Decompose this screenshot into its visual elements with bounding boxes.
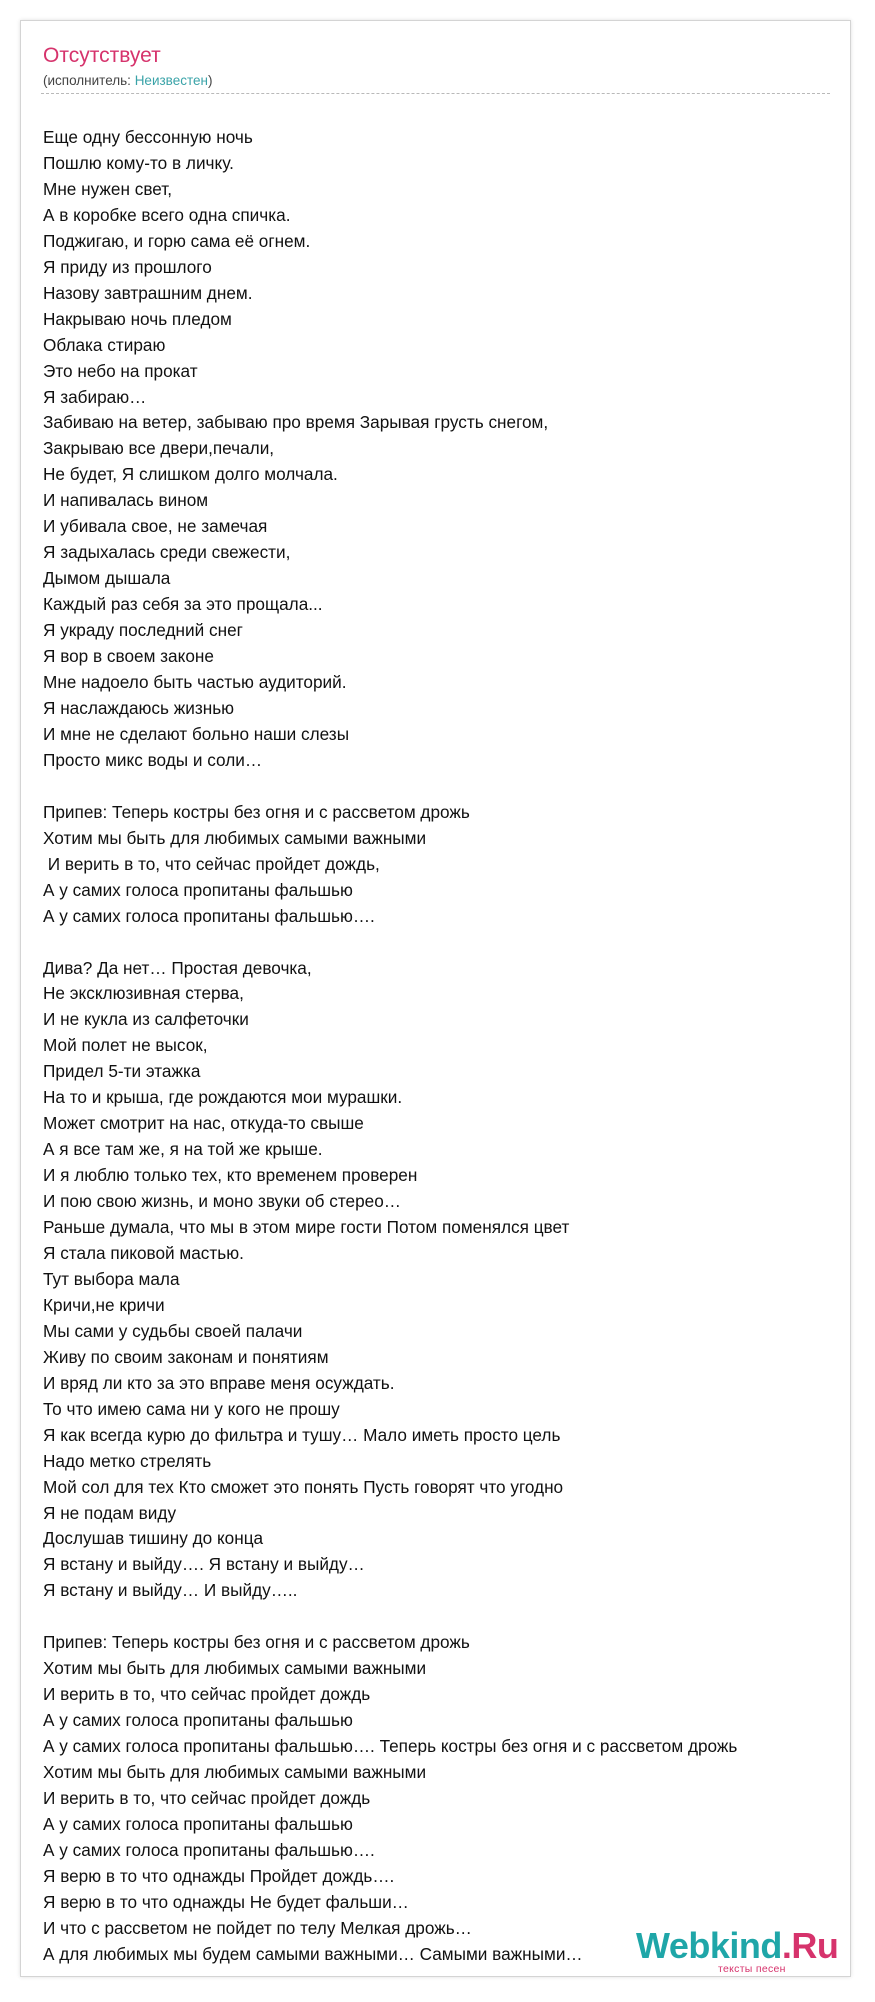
- lyric-line: А для любимых мы будем самыми важными… Самыми важными…: [43, 1943, 583, 1964]
- lyric-line: Припев: Теперь костры без огня и с рассветом дрожь: [43, 1632, 470, 1653]
- lyric-line: [43, 1604, 875, 1630]
- lyrics-card: [20, 20, 851, 1977]
- lyric-line: И верить в то, что сейчас пройдет дождь,: [43, 853, 380, 874]
- song-title: Отсутствует: [43, 44, 161, 67]
- lyric-line: Я наслаждаюсь жизнью: [43, 697, 235, 718]
- lyric-line: Я верю в то что однажды Не будет фальши…: [43, 1891, 409, 1912]
- lyric-line: Накрываю ночь пледом: [43, 308, 232, 329]
- lyric-line: И верить в то, что сейчас пройдет дождь: [43, 1788, 371, 1808]
- lyric-line: [43, 930, 875, 956]
- lyric-line: Я встану и выйду… И выйду…..: [43, 1580, 298, 1601]
- artist-suffix: ): [207, 73, 213, 88]
- webkind-logo[interactable]: [636, 1925, 856, 1975]
- lyric-line: Просто микс воды и соли…: [43, 749, 263, 770]
- lyric-line: И напивалась вином: [43, 490, 209, 511]
- lyric-line: Это небо на прокат: [43, 360, 198, 381]
- lyric-line: И мне не сделают больно наши слезы: [43, 723, 350, 744]
- lyric-line: Живу по своим законам и понятиям: [43, 1346, 329, 1367]
- artist-link[interactable]: Неизвестен: [134, 73, 208, 88]
- dashed-divider: [41, 93, 830, 94]
- lyric-line: Я встану и выйду…. Я встану и выйду…: [43, 1554, 365, 1575]
- lyric-line: И убивала свое, не замечая: [43, 516, 268, 537]
- lyric-line: Раньше думала, что мы в этом мире гости Потом поменялся цвет: [43, 1217, 570, 1238]
- lyric-line: Придел 5-ти этажка: [43, 1061, 201, 1082]
- lyric-line: Я украду последний снег: [43, 620, 243, 641]
- lyrics-text: [43, 125, 875, 1968]
- artist-prefix: (исполнитель:: [43, 73, 135, 88]
- lyric-line: Облака стираю: [43, 334, 166, 355]
- lyric-line: Я забираю…: [43, 386, 147, 407]
- lyric-line: Я задыхалась среди свежести,: [43, 542, 291, 563]
- lyric-line: Мой полет не высок,: [43, 1035, 208, 1056]
- lyric-line: А у самих голоса пропитаны фальшью: [43, 1710, 353, 1731]
- lyric-line: А у самих голоса пропитаны фальшью: [43, 1813, 353, 1834]
- lyric-line: А я все там же, я на той же крыше.: [43, 1139, 323, 1160]
- logo-name: Webkind: [636, 1925, 782, 1966]
- lyric-line: Еще одну бессонную ночь: [43, 127, 253, 147]
- lyric-line: Я вор в своем законе: [43, 646, 214, 667]
- lyric-line: И верить в то, что сейчас пройдет дождь: [43, 1684, 371, 1705]
- lyric-line: Дымом дышала: [43, 568, 171, 589]
- lyric-line: Тут выбора мала: [43, 1268, 180, 1289]
- lyric-line: И пою свою жизнь, и моно звуки об стерео…: [43, 1191, 401, 1212]
- lyric-line: Хотим мы быть для любимых самыми важными: [43, 827, 427, 848]
- lyric-line: Я не подам виду: [43, 1502, 177, 1523]
- lyric-line: А у самих голоса пропитаны фальшью….: [43, 905, 375, 926]
- lyric-line: Может смотрит на нас, откуда-то свыше: [43, 1113, 364, 1134]
- lyric-line: А в коробке всего одна спичка.: [43, 204, 291, 225]
- lyric-line: И вряд ли кто за это вправе меня осуждать.: [43, 1372, 395, 1393]
- lyric-line: Поджигаю, и горю сама её огнем.: [43, 230, 311, 251]
- lyric-line: Я верю в то что однажды Пройдет дождь….: [43, 1865, 395, 1886]
- lyric-line: Дослушав тишину до конца: [43, 1528, 264, 1549]
- lyric-line: Мой сол для тех Кто сможет это понять Пусть говорят что угодно: [43, 1476, 564, 1497]
- lyric-line: И не кукла из салфеточки: [43, 1009, 249, 1030]
- logo-wordmark: [636, 1925, 839, 1966]
- lyric-line: Забиваю на ветер, забываю про время Зарывая грусть снегом,: [43, 412, 549, 433]
- lyric-line: То что имею сама ни у кого не прошу: [43, 1398, 340, 1419]
- lyric-line: Каждый раз себя за это прощала...: [43, 594, 323, 615]
- artist-line: [43, 73, 212, 89]
- logo-tagline: тексты песен: [718, 1963, 786, 1975]
- lyric-line: Надо метко стрелять: [43, 1450, 212, 1471]
- lyric-line: Я как всегда курю до фильтра и тушу… Мало иметь просто цель: [43, 1424, 561, 1445]
- lyric-line: Хотим мы быть для любимых самыми важными: [43, 1762, 427, 1783]
- lyric-line: Не эксклюзивная стерва,: [43, 983, 244, 1004]
- lyric-line: А у самих голоса пропитаны фальшью….: [43, 1839, 375, 1860]
- lyric-line: И я люблю только тех, кто временем проверен: [43, 1165, 418, 1186]
- lyric-line: Хотим мы быть для любимых самыми важными: [43, 1658, 427, 1679]
- lyric-line: А у самих голоса пропитаны фальшью: [43, 879, 353, 900]
- lyric-line: Я стала пиковой мастью.: [43, 1242, 244, 1263]
- lyric-line: Мы сами у судьбы своей палачи: [43, 1320, 303, 1341]
- lyric-line: Припев: Теперь костры без огня и с рассветом дрожь: [43, 801, 470, 822]
- lyric-line: Кричи,не кричи: [43, 1294, 165, 1315]
- logo-tld: .Ru: [781, 1925, 839, 1966]
- lyric-line: Не будет, Я слишком долго молчала.: [43, 464, 338, 485]
- lyric-line: Пошлю кому-то в личку.: [43, 152, 234, 173]
- lyric-line: А у самих голоса пропитаны фальшью…. Теперь костры без огня и с рассветом дрожь: [43, 1736, 738, 1757]
- lyric-line: Мне надоело быть частью аудиторий.: [43, 672, 347, 693]
- lyric-line: И что с рассветом не пойдет по телу Мелкая дрожь…: [43, 1917, 472, 1938]
- lyric-line: Я приду из прошлого: [43, 256, 212, 277]
- lyric-line: Дива? Да нет… Простая девочка,: [43, 957, 312, 978]
- lyric-line: Закрываю все двери,печали,: [43, 438, 275, 459]
- lyric-line: Назову завтрашним днем.: [43, 282, 253, 303]
- lyric-line: Мне нужен свет,: [43, 178, 173, 199]
- lyric-line: На то и крыша, где рождаются мои мурашки.: [43, 1087, 403, 1108]
- lyric-line: [43, 774, 875, 800]
